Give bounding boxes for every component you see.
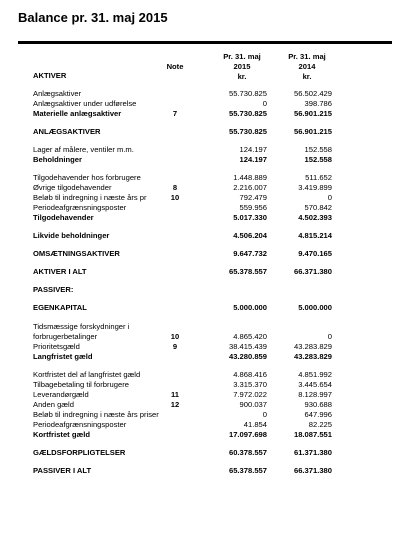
value-2015: 9.647.732: [233, 249, 267, 258]
table-row: [0, 127, 400, 137]
value-2015: 60.378.557: [228, 448, 267, 457]
row-label: Tilgodehavender: [33, 213, 94, 222]
value-2015: 7.972.022: [233, 390, 267, 399]
value-2014: 398.786: [304, 99, 332, 108]
row-label: Beløb til indregning i næste års priser: [33, 410, 159, 419]
value-2014: 4.851.992: [298, 370, 332, 379]
note-column-header: Note: [166, 62, 184, 71]
row-note: 12: [170, 400, 180, 409]
row-label: Materielle anlægsaktiver: [33, 109, 122, 118]
row-label: Tilbagebetaling til forbrugere: [33, 380, 129, 389]
value-2014: 9.470.165: [298, 249, 332, 258]
value-2014: 43.283.829: [293, 352, 332, 361]
table-row: [0, 183, 400, 193]
table-row: [0, 173, 400, 183]
value-2015: 5.017.330: [233, 213, 267, 222]
column-header-2015-line: 2015: [233, 62, 251, 71]
value-2014: 43.283.829: [293, 342, 332, 351]
title-rule: [18, 41, 392, 44]
row-note: 9: [172, 342, 178, 351]
value-2015: 4.868.416: [233, 370, 267, 379]
value-2015: 65.378.557: [228, 466, 267, 475]
table-row: [0, 410, 400, 420]
value-2014: 66.371.380: [293, 267, 332, 276]
value-2015: 38.415.439: [228, 342, 267, 351]
value-2014: 511.652: [305, 173, 332, 182]
row-label: Kortfristet del af langfristet gæld: [33, 370, 141, 379]
row-label: Lager af målere, ventiler m.m.: [33, 145, 134, 154]
row-label: AKTIVER: [33, 71, 67, 80]
value-2014: 3.419.899: [298, 183, 332, 192]
row-label: AKTIVER I ALT: [33, 267, 87, 276]
row-label: Periodeafgrænsningsposter: [33, 420, 127, 429]
value-2014: 4.502.393: [298, 213, 332, 222]
value-2015: 43.280.859: [228, 352, 267, 361]
table-row: [0, 231, 400, 241]
table-row: [0, 448, 400, 458]
table-row: [0, 109, 400, 119]
row-note: 10: [170, 193, 180, 202]
row-label: Kortfristet gæld: [33, 430, 90, 439]
row-label: forbrugerbetalinger: [33, 332, 98, 341]
value-2015: 41.854: [243, 420, 267, 429]
table-row: [0, 322, 400, 332]
value-2014: 930.688: [304, 400, 332, 409]
table-row: [0, 193, 400, 203]
value-2014: 66.371.380: [293, 466, 332, 475]
column-header-2014-line: 2014: [298, 62, 316, 71]
value-2015: 5.000.000: [233, 303, 267, 312]
row-label: EGENKAPITAL: [33, 303, 87, 312]
row-label: Anden gæld: [33, 400, 74, 409]
value-2015: 900.037: [239, 400, 267, 409]
value-2014: 56.901.215: [293, 127, 332, 136]
row-label: Leverandørgæld: [33, 390, 89, 399]
table-row: [0, 249, 400, 259]
table-row: [0, 303, 400, 313]
value-2014: 8.128.997: [298, 390, 332, 399]
row-note: 8: [172, 183, 178, 192]
row-label: GÆLDSFORPLIGTELSER: [33, 448, 126, 457]
table-row: [0, 203, 400, 213]
value-2014: 647.996: [304, 410, 332, 419]
table-row: [0, 89, 400, 99]
column-header-2014-line: kr.: [302, 72, 312, 81]
table-row: [0, 430, 400, 440]
row-note: 7: [172, 109, 178, 118]
value-2015: 55.730.825: [228, 127, 267, 136]
column-header-2014-line: Pr. 31. maj: [288, 52, 326, 61]
table-row: [0, 99, 400, 109]
row-label: Beløb til indregning i næste års pr: [33, 193, 147, 202]
row-label: Langfristet gæld: [33, 352, 93, 361]
page-title: Balance pr. 31. maj 2015: [18, 10, 168, 25]
table-row: [0, 342, 400, 352]
value-2014: 56.901.215: [293, 109, 332, 118]
value-2015: 65.378.557: [228, 267, 267, 276]
value-2014: 0: [327, 193, 332, 202]
row-note: 11: [170, 390, 180, 399]
table-row: [0, 466, 400, 476]
value-2015: 2.216.007: [233, 183, 267, 192]
value-2015: 0: [262, 410, 267, 419]
value-2014: 18.087.551: [293, 430, 332, 439]
value-2015: 124.197: [239, 155, 267, 164]
value-2014: 0: [327, 332, 332, 341]
row-label: ANLÆGSAKTIVER: [33, 127, 101, 136]
table-row: [0, 71, 400, 81]
value-2014: 3.445.654: [298, 380, 332, 389]
value-2014: 4.815.214: [298, 231, 332, 240]
row-label: Tilgodehavender hos forbrugere: [33, 173, 141, 182]
row-label: Tidsmæssige forskydninger i: [33, 322, 130, 331]
row-label: PASSIVER I ALT: [33, 466, 92, 475]
value-2015: 55.730.825: [228, 89, 267, 98]
value-2014: 5.000.000: [298, 303, 332, 312]
value-2015: 124.197: [239, 145, 267, 154]
table-row: [0, 213, 400, 223]
row-label: Periodeafgrænsningsposter: [33, 203, 127, 212]
table-row: [0, 370, 400, 380]
table-row: [0, 267, 400, 277]
table-row: [0, 352, 400, 362]
table-row: [0, 332, 400, 342]
value-2014: 61.371.380: [293, 448, 332, 457]
value-2015: 55.730.825: [228, 109, 267, 118]
row-label: OMSÆTNINGSAKTIVER: [33, 249, 120, 258]
column-header-2015-line: Pr. 31. maj: [223, 52, 261, 61]
row-label: Prioritetsgæld: [33, 342, 80, 351]
column-header-2015-line: kr.: [237, 72, 247, 81]
value-2014: 570.842: [304, 203, 332, 212]
table-row: [0, 390, 400, 400]
value-2015: 17.097.698: [228, 430, 267, 439]
table-row: [0, 285, 400, 295]
row-label: Beholdninger: [33, 155, 82, 164]
table-row: [0, 155, 400, 165]
table-row: [0, 145, 400, 155]
value-2014: 82.225: [308, 420, 332, 429]
value-2015: 4.506.204: [233, 231, 267, 240]
value-2015: 1.448.889: [233, 173, 267, 182]
row-note: 10: [170, 332, 180, 341]
value-2015: 559.956: [239, 203, 267, 212]
table-row: [0, 420, 400, 430]
row-label: Øvrige tilgodehavender: [33, 183, 112, 192]
value-2014: 56.502.429: [293, 89, 332, 98]
value-2015: 792.479: [239, 193, 267, 202]
value-2014: 152.558: [304, 155, 332, 164]
row-label: Anlægsaktiver under udførelse: [33, 99, 137, 108]
table-row: [0, 380, 400, 390]
row-label: Anlægsaktiver: [33, 89, 82, 98]
value-2015: 4.865.420: [233, 332, 267, 341]
value-2014: 152.558: [304, 145, 332, 154]
row-label: PASSIVER:: [33, 285, 74, 294]
value-2015: 0: [262, 99, 267, 108]
table-row: [0, 400, 400, 410]
value-2015: 3.315.370: [233, 380, 267, 389]
row-label: Likvide beholdninger: [33, 231, 110, 240]
